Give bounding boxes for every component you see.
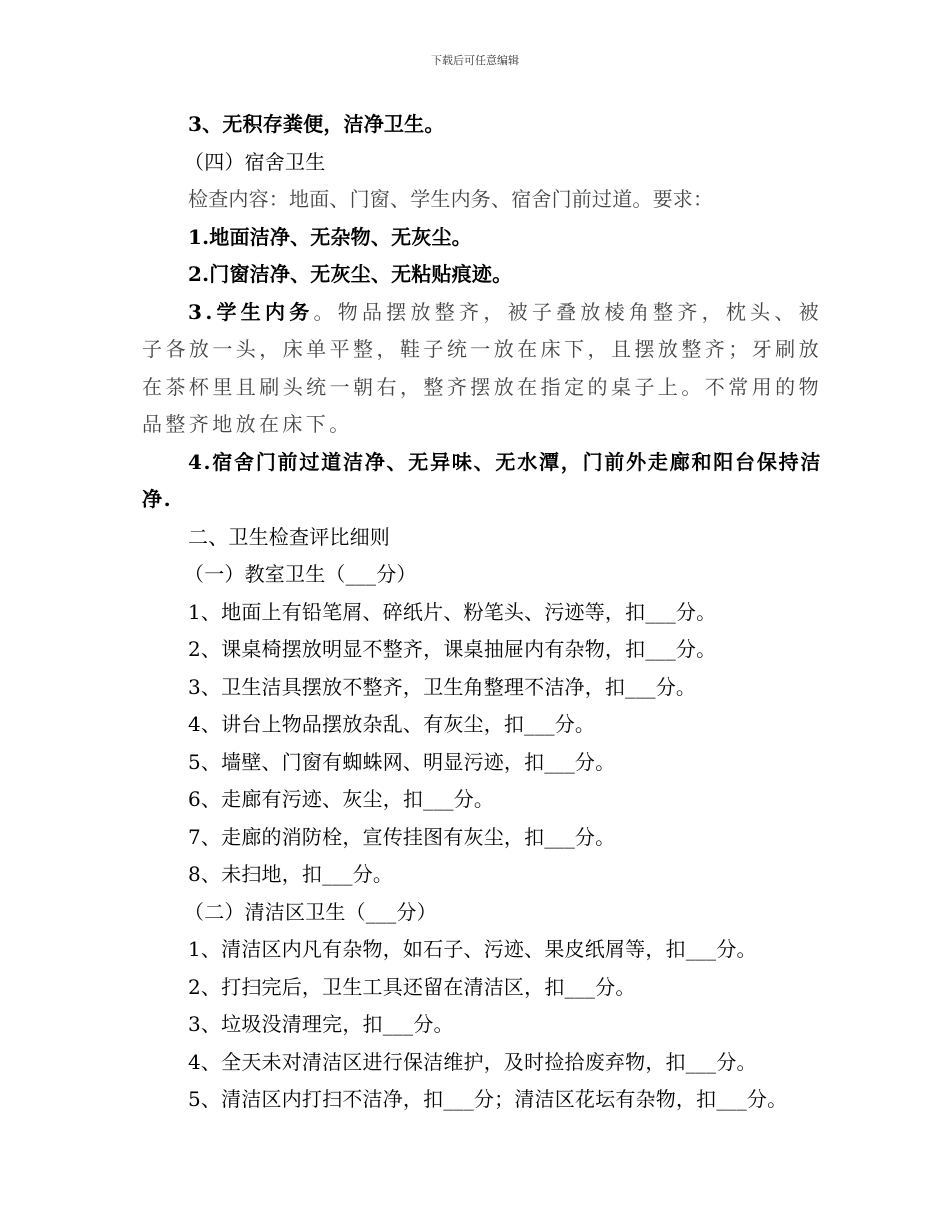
document-body (142, 106, 822, 1119)
classroom-rule-7: 7、走廊的消防栓，宣传挂图有灰尘，扣___分。 (188, 824, 616, 849)
dorm-item-3-body: 。物品摆放整齐，被子叠放棱角整齐，枕头、被子各放一头，床单平整，鞋子统一放在床下，且摆放整齐；牙刷放在茶杯里且刷头统一朝右，整齐摆放在指定的桌子上。不常用的物品整齐地放在床下。 (142, 299, 822, 436)
dorm-item-4: 4.宿舍门前过道洁净、无异味、无水潭，门前外走廊和阳台保持洁净. (142, 449, 822, 511)
section-2-heading: 二、卫生检查评比细则 (188, 524, 390, 549)
classroom-rule-6: 6、走廊有污迹、灰尘，扣___分。 (188, 787, 495, 811)
page-header: 下载后可任意编辑 (431, 54, 519, 67)
classroom-rule-3: 3、卫生洁具摆放不整齐，卫生角整理不洁净，扣___分。 (188, 674, 697, 699)
clean-area-rule-2: 2、打扫完后，卫生工具还留在清洁区，扣___分。 (188, 974, 636, 999)
classroom-rule-5: 5、墙壁、门窗有蜘蛛网、明显污迹，扣___分。 (188, 749, 616, 774)
dorm-item-2: 2.门窗洁净、无灰尘、无粘贴痕迹。 (188, 262, 513, 286)
clean-area-rule-5: 5、清洁区内打扫不洁净，扣___分；清洁区花坛有杂物，扣___分。 (188, 1087, 788, 1111)
classroom-rule-1: 1、地面上有铅笔屑、碎纸片、粉笔头、污迹等，扣___分。 (188, 599, 717, 624)
classroom-rule-8: 8、未扫地，扣___分。 (188, 862, 394, 886)
clean-area-heading: （二）清洁区卫生（___分） (184, 899, 437, 924)
section-dorm-heading: （四）宿舍卫生 (184, 149, 326, 174)
item-3-toilet: 3、无积存粪便，洁净卫生。 (188, 112, 445, 136)
classroom-heading: （一）教室卫生（___分） (184, 562, 417, 586)
dorm-item-1: 1.地面洁净、无杂物、无灰尘。 (188, 224, 472, 249)
clean-area-rule-3: 3、垃圾没清理完，扣___分。 (188, 1012, 454, 1036)
dorm-check-content: 检查内容：地面、门窗、学生内务、宿舍门前过道。要求： (188, 187, 714, 211)
dorm-item-3-title: 3.学生内务 (188, 299, 314, 324)
clean-area-rule-1: 1、清洁区内凡有杂物，如石子、污迹、果皮纸屑等，扣___分。 (188, 937, 757, 961)
dorm-item-3 (142, 294, 822, 444)
classroom-rule-2: 2、课桌椅摆放明显不整齐，课桌抽屉内有杂物，扣___分。 (188, 637, 717, 661)
clean-area-rule-4: 4、全天未对清洁区进行保洁维护，及时捡拾废弃物，扣___分。 (188, 1049, 757, 1074)
classroom-rule-4: 4、讲台上物品摆放杂乱、有灰尘，扣___分。 (188, 712, 596, 736)
